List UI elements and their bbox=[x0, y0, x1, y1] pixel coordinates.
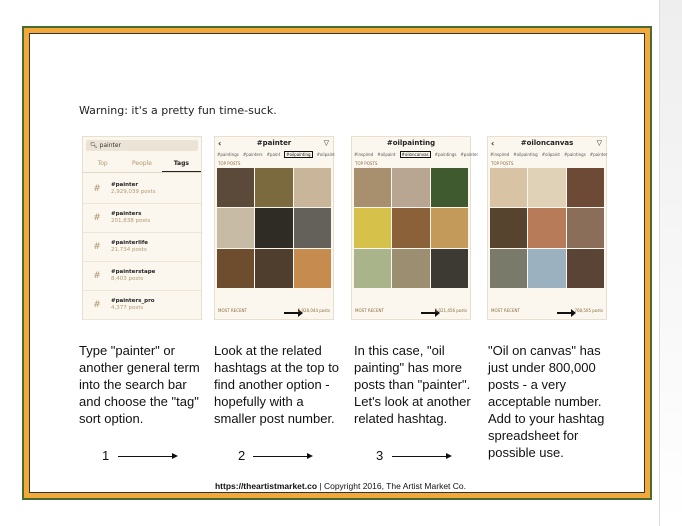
related-hashtag: #oilpaint bbox=[377, 152, 396, 157]
hashtag-title: #oilpainting bbox=[386, 139, 436, 147]
post-thumbnail bbox=[255, 208, 292, 247]
search-query: painter bbox=[99, 142, 122, 149]
related-hashtag: #oilpainting bbox=[513, 152, 538, 157]
post-thumbnail bbox=[294, 168, 331, 207]
post-thumbnail bbox=[354, 168, 391, 207]
related-hashtag: #painter bbox=[460, 152, 479, 157]
phone-screenshot-search bbox=[82, 136, 202, 320]
arrow-icon bbox=[557, 312, 573, 314]
post-thumbnail bbox=[217, 168, 254, 207]
related-hashtag: #painter bbox=[589, 152, 608, 157]
list-item bbox=[83, 291, 201, 320]
hashtag-icon: # bbox=[93, 184, 101, 194]
most-recent-label: MOST RECENT bbox=[218, 308, 247, 313]
tab-people: People bbox=[132, 160, 152, 167]
hashtag-icon: # bbox=[93, 242, 101, 252]
hashtag-title: #painter bbox=[256, 139, 292, 147]
related-hashtags bbox=[215, 150, 333, 160]
footer-separator: | bbox=[317, 481, 324, 491]
list-item bbox=[83, 204, 201, 233]
related-hashtag: #inspired bbox=[490, 152, 510, 157]
post-thumbnail bbox=[392, 168, 429, 207]
top-posts-label: TOP POSTS bbox=[355, 161, 378, 166]
right-edge-strip bbox=[659, 0, 682, 526]
post-thumbnail bbox=[354, 208, 391, 247]
hashtag-header bbox=[215, 137, 333, 150]
post-image-grid bbox=[354, 168, 468, 288]
hashtag-icon: # bbox=[93, 271, 101, 281]
right-arrow-icon bbox=[253, 456, 311, 457]
list-item bbox=[83, 175, 201, 204]
tab-tags: Tags bbox=[162, 156, 201, 172]
phone-screenshot-oiloncanvas bbox=[487, 136, 607, 320]
tag-count: 21,734 posts bbox=[111, 247, 147, 253]
post-thumbnail bbox=[294, 208, 331, 247]
caption-step-2: Look at the related hashtags at the top to find another option - hopefully with a smaller post number. bbox=[214, 343, 340, 426]
phone-screenshot-painter bbox=[214, 136, 334, 320]
back-arrow-icon: ‹ bbox=[491, 139, 495, 148]
related-hashtag: #paintings bbox=[563, 152, 586, 157]
filter-icon: ▽ bbox=[323, 139, 329, 147]
step-number: 3 bbox=[376, 448, 384, 463]
hashtag-title: #oiloncanvas bbox=[520, 139, 574, 147]
post-image-grid bbox=[490, 168, 604, 288]
post-thumbnail bbox=[431, 249, 468, 288]
post-thumbnail bbox=[528, 168, 565, 207]
footer-copyright: Copyright 2016, The Artist Market Co. bbox=[323, 481, 467, 491]
caption-step-3: In this case, "oil painting" has more posts than "painter". Let's look at another related hashtag. bbox=[354, 343, 471, 426]
post-thumbnail bbox=[490, 168, 527, 207]
search-icon: 🔍︎ bbox=[90, 142, 98, 149]
post-thumbnail bbox=[567, 168, 604, 207]
most-recent-label: MOST RECENT bbox=[491, 308, 520, 313]
step-number: 1 bbox=[102, 448, 110, 463]
tag-count: 8,403 posts bbox=[111, 276, 144, 282]
related-hashtag: #paintings bbox=[217, 152, 239, 157]
hashtag-icon: # bbox=[93, 300, 101, 310]
post-thumbnail bbox=[255, 249, 292, 288]
post-image-grid bbox=[217, 168, 331, 288]
tag-name: #painterlife bbox=[111, 240, 149, 246]
related-hashtags bbox=[352, 150, 479, 160]
caption-step-4: "Oil on canvas" has just under 800,000 posts - a very acceptable number. Add to your hashtag spreadsheet for possible use. bbox=[488, 343, 605, 460]
post-count: 768,505 posts bbox=[574, 308, 603, 313]
related-hashtag: #oilpaint bbox=[316, 152, 335, 157]
top-posts-label: TOP POSTS bbox=[218, 161, 241, 166]
post-thumbnail bbox=[392, 249, 429, 288]
phone-screenshot-oilpainting bbox=[351, 136, 479, 320]
related-hashtag: #paintings bbox=[434, 152, 457, 157]
right-arrow-icon bbox=[118, 456, 176, 457]
tag-count: 201,838 posts bbox=[111, 218, 151, 224]
related-hashtags bbox=[488, 150, 606, 160]
related-hashtag: #inspired bbox=[354, 152, 374, 157]
post-thumbnail bbox=[255, 168, 292, 207]
hashtag-header bbox=[488, 137, 606, 150]
post-thumbnail bbox=[294, 249, 331, 288]
related-hashtag-highlighted: #oilpainting bbox=[286, 152, 311, 157]
post-thumbnail bbox=[354, 249, 391, 288]
hashtag-header bbox=[352, 137, 470, 150]
footer bbox=[0, 481, 681, 491]
hashtag-icon: # bbox=[93, 213, 101, 223]
right-arrow-icon bbox=[392, 456, 450, 457]
post-count: 3,021,456 posts bbox=[434, 308, 467, 313]
search-bar bbox=[86, 140, 198, 151]
post-thumbnail bbox=[217, 249, 254, 288]
related-hashtag: #oilpaint bbox=[541, 152, 560, 157]
footer-link[interactable]: https://theartistmarket.co bbox=[214, 481, 318, 491]
related-hashtag: #paint bbox=[266, 152, 281, 157]
post-thumbnail bbox=[528, 249, 565, 288]
post-thumbnail bbox=[528, 208, 565, 247]
tag-results-list bbox=[83, 175, 201, 320]
post-thumbnail bbox=[392, 208, 429, 247]
tag-name: #painters bbox=[111, 211, 142, 217]
filter-icon: ▽ bbox=[596, 139, 602, 147]
step-number: 2 bbox=[238, 448, 246, 463]
post-thumbnail bbox=[490, 249, 527, 288]
post-thumbnail bbox=[567, 208, 604, 247]
caption-step-1: Type "painter" or another general term into the search bar and choose the "tag" sort option. bbox=[79, 343, 200, 426]
tag-name: #painter bbox=[111, 182, 139, 188]
tag-count: 2,929,039 posts bbox=[111, 189, 156, 195]
post-count: 2,928,044 posts bbox=[297, 308, 330, 313]
warning-text: Warning: it's a pretty fun time-suck. bbox=[79, 104, 277, 117]
top-posts-label: TOP POSTS bbox=[491, 161, 514, 166]
post-thumbnail bbox=[490, 208, 527, 247]
post-thumbnail bbox=[431, 208, 468, 247]
back-arrow-icon: ‹ bbox=[218, 139, 222, 148]
search-tabs bbox=[83, 156, 201, 173]
tag-count: 4,377 posts bbox=[111, 305, 144, 311]
post-thumbnail bbox=[567, 249, 604, 288]
tag-name: #painters_pro bbox=[111, 298, 155, 304]
related-hashtag: #painters bbox=[242, 152, 263, 157]
list-item bbox=[83, 233, 201, 262]
post-thumbnail bbox=[431, 168, 468, 207]
most-recent-label: MOST RECENT bbox=[355, 308, 384, 313]
post-thumbnail bbox=[217, 208, 254, 247]
tag-name: #painterstape bbox=[111, 269, 156, 275]
tab-top: Top bbox=[97, 160, 108, 167]
related-hashtag-highlighted: #oiloncanvas bbox=[401, 152, 429, 157]
list-item bbox=[83, 262, 201, 291]
